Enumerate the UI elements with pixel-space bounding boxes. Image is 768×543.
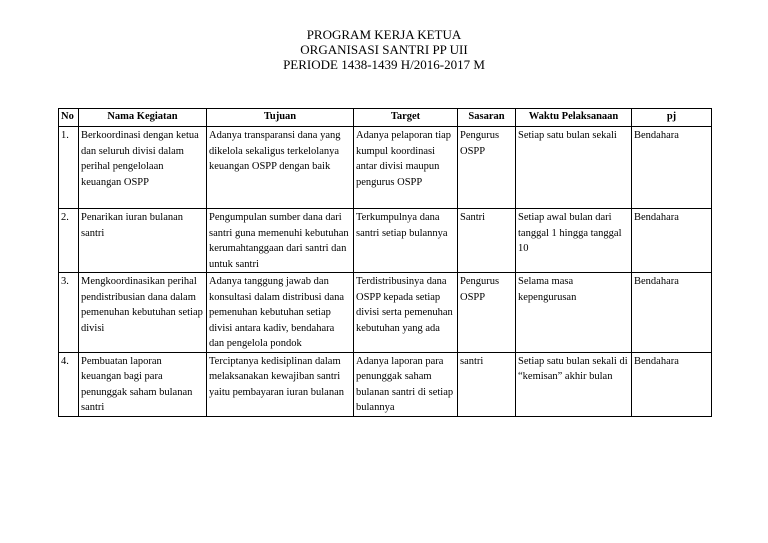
cell-waktu-pelaksanaan: Setiap satu bulan sekali: [516, 127, 632, 209]
cell-nama-kegiatan: Mengkoordinasikan perihal pendistribusian dana dalam pemenuhan kebutuhan setiap divisi: [79, 273, 207, 353]
title-line-3: PERIODE 1438-1439 H/2016-2017 M: [283, 57, 485, 72]
cell-no: 4.: [59, 352, 79, 416]
cell-waktu-pelaksanaan: Setiap awal bulan dari tanggal 1 hingga tanggal 10: [516, 209, 632, 273]
cell-pj: Bendahara: [632, 127, 712, 209]
cell-pj: Bendahara: [632, 209, 712, 273]
cell-tujuan: Pengumpulan sumber dana dari santri guna memenuhi kebutuhan kerumahtanggaan dari santri dan untuk santri: [207, 209, 354, 273]
table-row: [59, 352, 712, 416]
header-no: No: [59, 109, 79, 127]
header-waktu-pelaksanaan: Waktu Pelaksanaan: [516, 109, 632, 127]
document-title: [0, 27, 768, 72]
title-line-2: ORGANISASI SANTRI PP UII: [300, 42, 468, 57]
cell-waktu-pelaksanaan: Setiap satu bulan sekali di “kemisan” akhir bulan: [516, 352, 632, 416]
cell-target: Adanya laporan para penunggak saham bulanan santri di setiap bulannya: [354, 352, 458, 416]
table-row: [59, 209, 712, 273]
cell-pj: Bendahara: [632, 352, 712, 416]
cell-sasaran: Pengurus OSPP: [458, 273, 516, 353]
cell-nama-kegiatan: Pembuatan laporan keuangan bagi para penunggak saham bulanan santri: [79, 352, 207, 416]
cell-sasaran: Santri: [458, 209, 516, 273]
cell-pj: Bendahara: [632, 273, 712, 353]
cell-waktu-pelaksanaan: Selama masa kepengurusan: [516, 273, 632, 353]
cell-tujuan: Adanya tanggung jawab dan konsultasi dalam distribusi dana pemenuhan kebutuhan setiap divisi antara kadiv, bendahara dan pengelola pondok: [207, 273, 354, 353]
header-nama-kegiatan: Nama Kegiatan: [79, 109, 207, 127]
cell-tujuan: Terciptanya kedisiplinan dalam melaksanakan kewajiban santri yaitu pembayaran iuran bulanan: [207, 352, 354, 416]
header-target: Target: [354, 109, 458, 127]
cell-tujuan: Adanya transparansi dana yang dikelola sekaligus terkelolanya keuangan OSPP dengan baik: [207, 127, 354, 209]
cell-target: Adanya pelaporan tiap kumpul koordinasi antar divisi maupun pengurus OSPP: [354, 127, 458, 209]
cell-no: 3.: [59, 273, 79, 353]
title-line-1: PROGRAM KERJA KETUA: [306, 27, 462, 42]
cell-sasaran: santri: [458, 352, 516, 416]
header-row: [59, 109, 712, 127]
cell-no: 2.: [59, 209, 79, 273]
program-table: [58, 108, 712, 417]
cell-target: Terdistribusinya dana OSPP kepada setiap divisi serta pemenuhan kebutuhan yang ada: [354, 273, 458, 353]
table-row: [59, 273, 712, 353]
cell-sasaran: Pengurus OSPP: [458, 127, 516, 209]
table-row: [59, 127, 712, 209]
header-sasaran: Sasaran: [458, 109, 516, 127]
cell-nama-kegiatan: Berkoordinasi dengan ketua dan seluruh divisi dalam perihal pengelolaan keuangan OSPP: [79, 127, 207, 209]
cell-target: Terkumpulnya dana santri setiap bulannya: [354, 209, 458, 273]
cell-no: 1.: [59, 127, 79, 209]
cell-nama-kegiatan: Penarikan iuran bulanan santri: [79, 209, 207, 273]
header-pj: pj: [632, 109, 712, 127]
header-tujuan: Tujuan: [207, 109, 354, 127]
